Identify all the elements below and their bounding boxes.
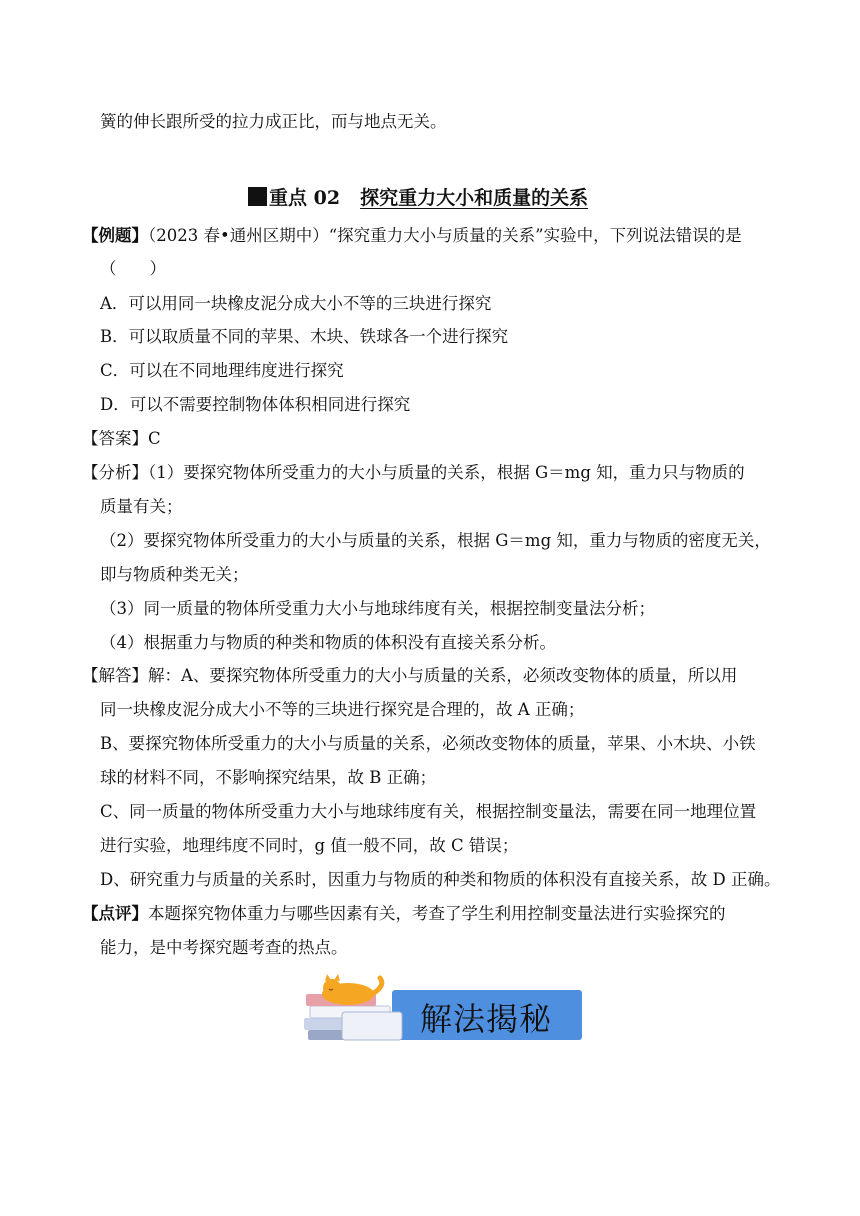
solution-line-4: 球的材料不同，不影响探究结果，故 B 正确； xyxy=(100,768,437,787)
comment-text: 本题探究物体重力与哪些因素有关，考查了学生利用控制变量法进行实验探究的 xyxy=(148,904,726,923)
solution-line-6: 进行实验，地理纬度不同时，g 值一般不同，故 C 错误； xyxy=(100,836,519,855)
comment-line-1 xyxy=(82,904,726,924)
analysis-line-1 xyxy=(82,463,745,483)
answer-line xyxy=(82,429,161,449)
solution-label: 【解答】 xyxy=(82,666,148,685)
answer-label: 【答案】 xyxy=(82,429,148,448)
solution-line-7: D、研究重力与质量的关系时，因重力与物质的种类和物质的体积没有直接关系，故 D 正确。 xyxy=(100,870,781,889)
solution-text: 解：A、要探究物体所受重力的大小与质量的关系，必须改变物体的质量，所以用 xyxy=(148,666,738,685)
top-fragment: 簧的伸长跟所受的拉力成正比，而与地点无关。 xyxy=(100,112,447,131)
analysis-text: （1）要探究物体所受重力的大小与质量的关系，根据 G＝mg 知，重力只与物质的 xyxy=(148,463,745,482)
cat-on-books-icon xyxy=(302,972,412,1044)
example-question: （2023 春•通州区期中）“探究重力大小与质量的关系”实验中，下列说法错误的是 xyxy=(148,226,742,245)
option-b: B．可以取质量不同的苹果、木块、铁球各一个进行探究 xyxy=(100,327,509,346)
analysis-line-5: （3）同一质量的物体所受重力大小与地球纬度有关，根据控制变量法分析； xyxy=(100,599,655,618)
analysis-line-4: 即与物质种类无关； xyxy=(100,565,249,584)
analysis-label: 【分析】 xyxy=(82,463,148,482)
solution-line-5: C、同一质量的物体所受重力大小与地球纬度有关，根据控制变量法，需要在同一地理位置 xyxy=(100,802,757,821)
heading-title: 探究重力大小和质量的关系 xyxy=(360,187,589,209)
comment-label: 【点评】 xyxy=(82,904,148,923)
example-blank: （ ） xyxy=(100,259,166,278)
comment-line-2: 能力，是中考探究题考查的热点。 xyxy=(100,938,348,957)
answer-value: C xyxy=(148,429,161,448)
analysis-line-6: （4）根据重力与物质的种类和物质的体积没有直接关系分析。 xyxy=(100,633,556,652)
solution-line-3: B、要探究物体所受重力的大小与质量的关系，必须改变物体的质量，苹果、小木块、小铁 xyxy=(100,734,756,753)
solution-line-2: 同一块橡皮泥分成大小不等的三块进行探究是合理的，故 A 正确； xyxy=(100,700,585,719)
banner-title: 解法揭秘 xyxy=(420,1000,553,1038)
option-a: A．可以用同一块橡皮泥分成大小不等的三块进行探究 xyxy=(100,294,492,313)
heading-number: 重点 02 xyxy=(269,187,341,209)
analysis-line-2: 质量有关； xyxy=(100,497,183,516)
option-d: D．可以不需要控制物体体积相同进行探究 xyxy=(100,395,411,414)
example-stem xyxy=(82,226,742,246)
example-label: 【例题】 xyxy=(82,226,148,245)
solution-line-1 xyxy=(82,666,737,686)
method-banner xyxy=(302,972,584,1044)
section-heading xyxy=(248,183,588,210)
option-c: C．可以在不同地理纬度进行探究 xyxy=(100,361,344,380)
analysis-line-3: （2）要探究物体所受重力的大小与质量的关系，根据 G＝mg 知，重力与物质的密度无关， xyxy=(100,531,771,550)
square-bullet-icon xyxy=(248,187,267,206)
